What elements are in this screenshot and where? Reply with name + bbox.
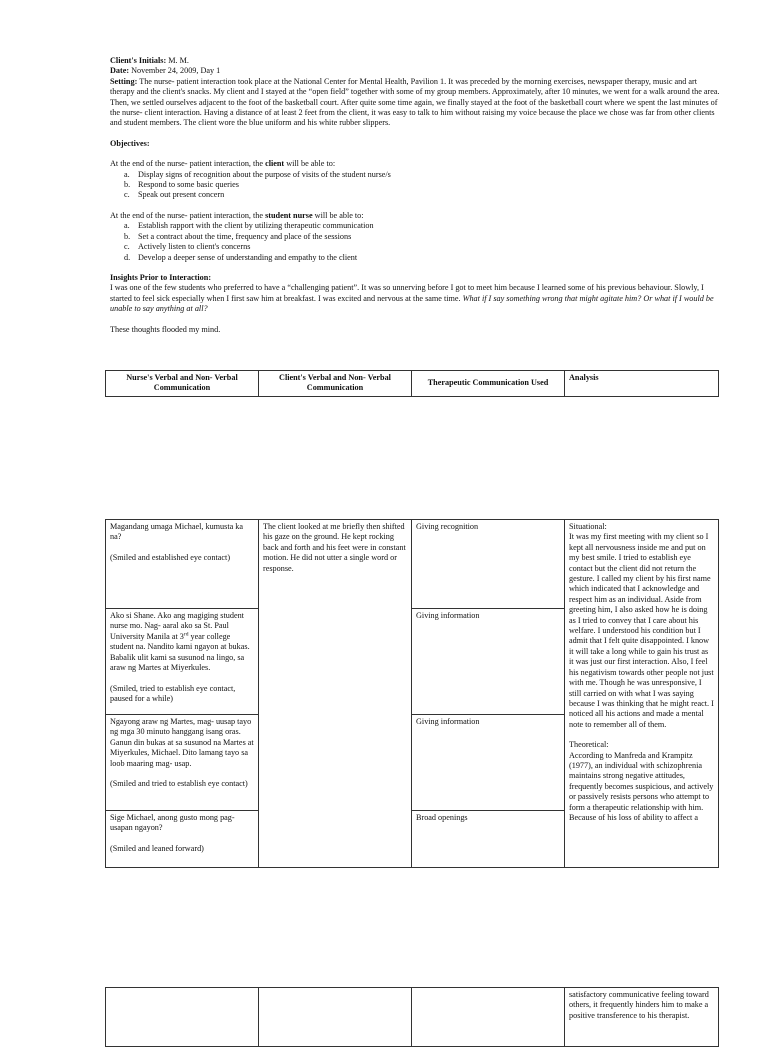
- nurse-column: [106, 520, 259, 868]
- list-item: d. Develop a deeper sense of understanding and empathy to the client: [124, 252, 358, 262]
- nurse-objectives-intro: At the end of the nurse- patient interaction, the student nurse will be able to:: [110, 210, 364, 220]
- insights-closing: These thoughts flooded my mind.: [110, 324, 221, 334]
- column-header-client: Client's Verbal and Non- Verbal Communication: [259, 371, 412, 397]
- column-header-technique: Therapeutic Communication Used: [412, 371, 565, 397]
- header-table: [105, 370, 719, 397]
- table-row: Ngayong araw ng Martes, mag- uusap tayo ng mga 30 minuto hanggang isang oras. Ganun din bukas at sa susunod na Martes at Miyerkules, Michael. Dito lamang tayo sa loob maaring mag- usap. (Smiled and tried to establish eye contact): [106, 715, 258, 811]
- continuation-table: [105, 987, 719, 1047]
- technique-column: [412, 520, 565, 868]
- client-objectives-list: [110, 170, 720, 201]
- document-body: [110, 56, 720, 335]
- list-item: a. Establish rapport with the client by utilizing therapeutic communication: [124, 221, 374, 231]
- empty-cell: [259, 988, 412, 1047]
- analysis-cell: [565, 520, 719, 868]
- client-initials: Client's Initials: M. M.: [110, 56, 189, 65]
- client-objectives-intro: At the end of the nurse- patient interaction, the client will be able to:: [110, 159, 336, 169]
- table-row: Ako si Shane. Ako ang magiging student nurse mo. Nag- aaral ako sa St. Paul University Manila at 3rd year college student na. Nandito kami ngayon at bukas. Babalik ulit kami sa susunod na lingo, sa araw ng Martes at Miyerkules. (Smiled, tried to establish eye contact, paused for a while): [106, 609, 258, 715]
- technique-cell: Broad openings: [416, 813, 468, 822]
- empty-cell: [412, 988, 565, 1047]
- list-item: c. Actively listen to client's concerns: [124, 242, 251, 252]
- analysis-continued-cell: satisfactory communicative feeling toward others, it frequently hinders him to make a positive transference to his therapist.: [565, 988, 719, 1047]
- client-response-cell: The client looked at me briefly then shifted his gaze on the ground. He kept rocking back and forth and his feet were in constant motion. He did not utter a single word or response.: [259, 520, 412, 868]
- technique-cell: Giving information: [412, 715, 564, 811]
- analysis-situational: Situational: It was my first meeting with my client so I kept all nervousness inside me and put on my best smile. I tried to establish eye contact but the client did not return the gesture. I called my client by his first name which indicated that I acknowledge and respect him as an individual. Aside from greeting him, I also asked how he is doing as I tried to convey that I care about his welfare. I understood his condition but I admit that I felt quite disappointed. I know it will take a long while to gain his trust as it was just our first interaction. Also, I feel his negativism towards other people not just with me. Though he was unresponsive, I still carried on with what I was saying because I was thinking that he might react. I noticed all his actions and made a mental note to remember all of them.: [569, 522, 714, 729]
- table-row: Sige Michael, anong gusto mong pag- usapan ngayon? (Smiled and leaned forward): [110, 813, 235, 854]
- column-header-nurse: Nurse's Verbal and Non- Verbal Communication: [106, 371, 259, 397]
- empty-cell: [106, 988, 259, 1047]
- table-row: Magandang umaga Michael, kumusta ka na? (Smiled and established eye contact): [106, 520, 258, 609]
- column-header-analysis: Analysis: [565, 371, 719, 397]
- technique-cell: Giving information: [412, 609, 564, 715]
- nurse-objectives-list: [110, 221, 720, 263]
- list-item: a. Display signs of recognition about the purpose of visits of the student nurse/s: [124, 169, 391, 179]
- interaction-table: [105, 519, 719, 868]
- list-item: b. Set a contract about the time, frequency and place of the sessions: [124, 231, 352, 241]
- analysis-theoretical: Theoretical: According to Manfreda and Krampitz (1977), an individual with schizophrenia maintains strong negative attitudes, frequently becomes suspicious, and actively or passively resists persons who attempt to form a therapeutic relationship with him. Because of his loss of ability to affect a: [569, 740, 714, 822]
- list-item: c. Speak out present concern: [124, 190, 225, 200]
- objectives-heading: Objectives:: [110, 138, 150, 148]
- insights-heading: Insights Prior to Interaction:: [110, 272, 212, 282]
- technique-cell: Giving recognition: [412, 520, 564, 609]
- session-date: Date: November 24, 2009, Day 1: [110, 66, 221, 76]
- list-item: b. Respond to some basic queries: [124, 180, 239, 190]
- insights-paragraph: I was one of the few students who preferred to have a “challenging patient”. It was so unnerving before I got to meet him because I learned some of his previous behaviour. Slowly, I started to feel sick especially when I first saw him at breakfast. I was excited and nervous at the same time. What if I say something wrong that might agitate him? Or what if I would be unable to say anything at all?: [110, 283, 714, 314]
- setting-paragraph: Setting: The nurse- patient interaction took place at the National Center for Mental Health, Pavilion 1. It was preceded by the morning exercises, newspaper therapy, music and art therapy and the client's snacks. My client and I stayed at the “open field” together with some of my group members. Approximately, after 10 minutes, we went for a walk around the area. Then, we settled ourselves adjacent to the foot of the basketball court. After quite some time again, we finally stayed at the foot of the basketball court where we spent the last minutes of the nurse- client interaction. Having a distance of at least 2 feet from the client, it was easy to talk to him without raising my voice because the place we chose was far from other clients and student members. The client wore the blue uniform and his white rubber slippers.: [110, 76, 720, 128]
